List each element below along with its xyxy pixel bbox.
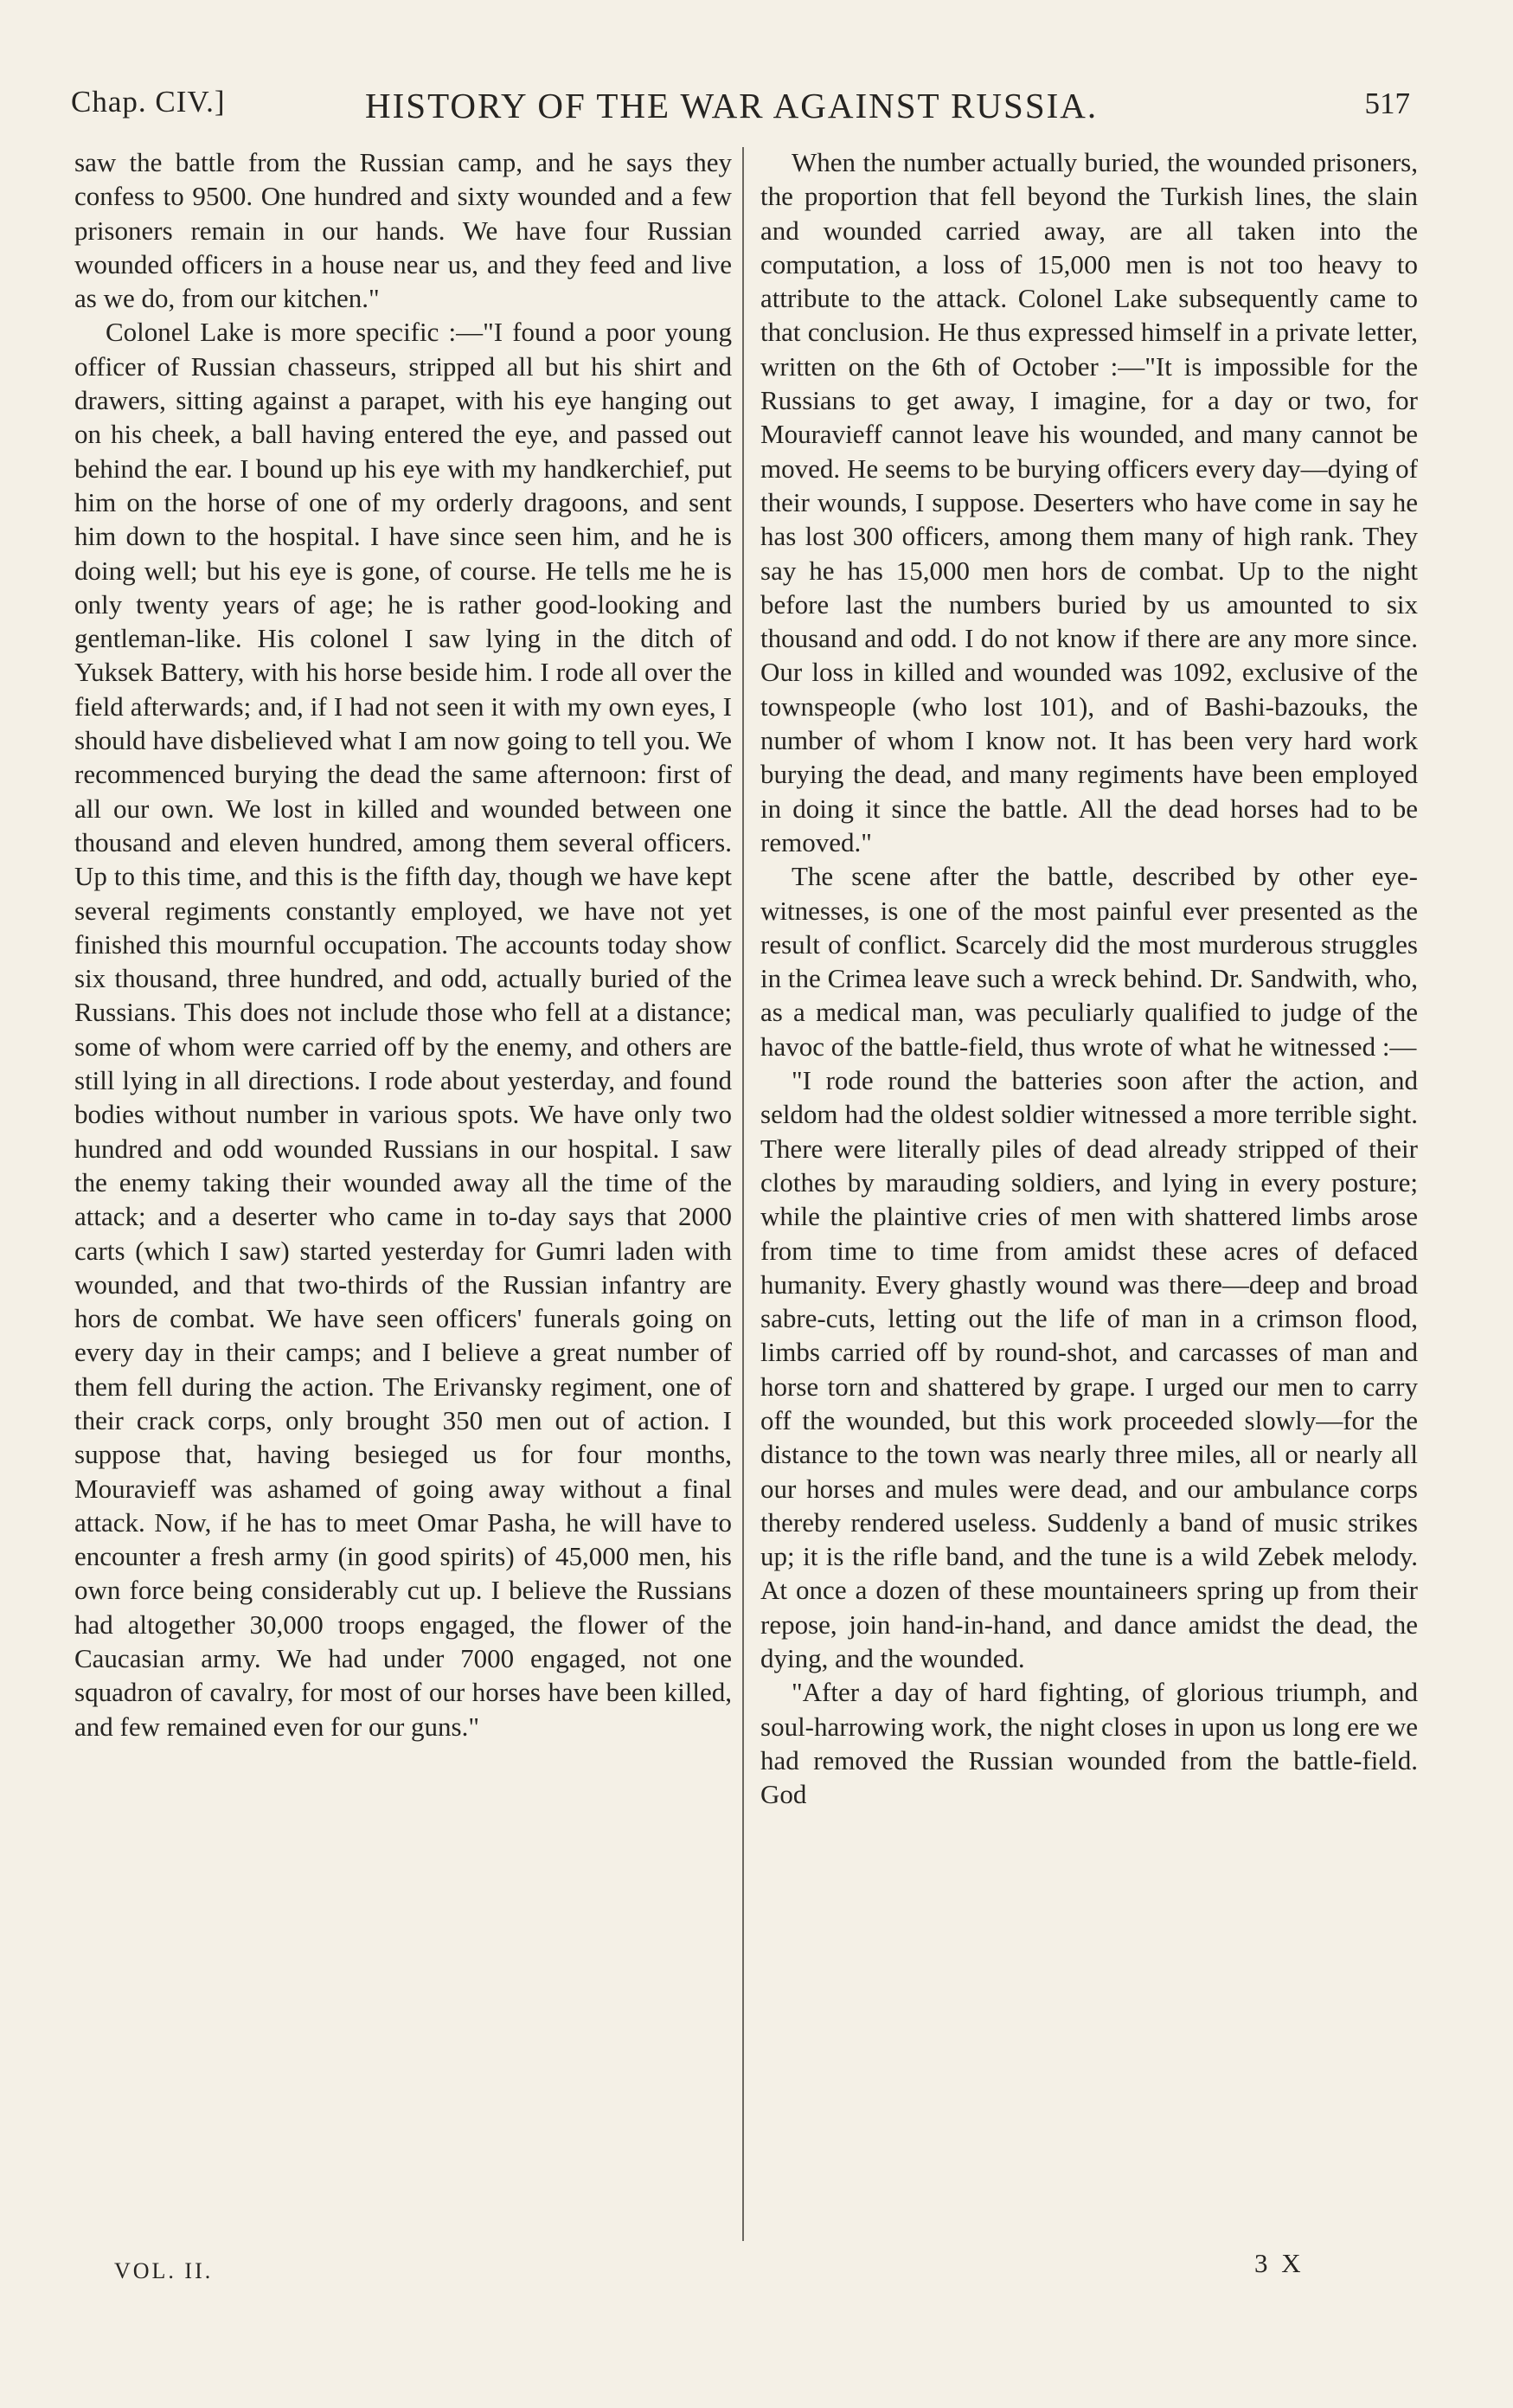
right-column — [760, 145, 1418, 1812]
left-column — [74, 145, 732, 1743]
paragraph: "I rode round the batteries soon after the action, and seldom had the oldest soldier witnessed a more terrible sight. There were literally piles of dead already stripped of their clothes by marauding soldiers, and lying in every posture; while the plaintive cries of men with shattered limbs arose from time to time from amidst these acres of defaced humanity. Every ghastly wound was there—deep and broad sabre-cuts, letting out the life of man in a crimson flood, limbs carried off by round-shot, and carcasses of man and horse torn and shattered by grape. I urged our men to carry off the wounded, but this work proceeded slowly—for the distance to the town was nearly three miles, all or nearly all our horses and mules were dead, and our ambulance corps thereby rendered useless. Suddenly a band of music strikes up; it is the rifle band, and the tune is a wild Zebek melody. At once a dozen of these mountaineers spring up from their repose, join hand-in-hand, and dance amidst the dead, the dying, and the wounded. — [760, 1065, 1418, 1674]
paragraph: saw the battle from the Russian camp, and he says they confess to 9500. One hundred and sixty wounded and a few prisoners remain in our hands. We have four Russian wounded officers in a house near us, and they feed and live as we do, from our kitchen." — [74, 147, 732, 314]
paragraph: "After a day of hard fighting, of glorious triumph, and soul-harrowing work, the night closes in upon us long ere we had removed the Russian wounded from the battle-field. God — [760, 1677, 1418, 1810]
running-title: HISTORY OF THE WAR AGAINST RUSSIA. — [365, 86, 1099, 125]
page-header — [71, 80, 1410, 132]
paragraph: Colonel Lake is more specific :—"I found a poor young officer of Russian chasseurs, stripped all but his shirt and drawers, sitting against a parapet, with his eye hanging out on his cheek, a ball having entered the eye, and passed out behind the ear. I bound up his eye with my handkerchief, put him on the horse of one of my orderly dragoons, and sent him down to the hospital. I have since seen him, and he is doing well; but his eye is gone, of course. He tells me he is only twenty years of age; he is rather good-looking and gentleman-like. His colonel I saw lying in the ditch of Yuksek Battery, with his horse beside him. I rode all over the field afterwards; and, if I had not seen it with my own eyes, I should have disbelieved what I am now going to tell you. We recommenced burying the dead the same afternoon: first of all our own. We lost in killed and wounded between one thousand and eleven hundred, among them several officers. Up to this time, and this is the fifth day, though we have kept several regiments constantly employed, we have not yet finished this mournful occupation. The accounts today show six thousand, three hundred, and odd, actually buried of the Russians. This does not include those who fell at a distance; some of whom were carried off by the enemy, and others are still lying in all directions. I rode about yesterday, and found bodies without number in various spots. We have only two hundred and odd wounded Russians in our hospital. I saw the enemy taking their wounded away all the time of the attack; and a deserter who came in to-day says that 2000 carts (which I saw) started yesterday for Gumri laden with wounded, and that two-thirds of the Russian infantry are hors de combat. We have seen officers' funerals going on every day in their camps; and I believe a great number of them fell during the action. The Erivansky regiment, one of their crack corps, only brought 350 men out of action. I suppose that, having besieged us for four months, Mouravieff was ashamed of going away without a final attack. Now, if he has to meet Omar Pasha, he will have to encounter a fresh army (in good spirits) of 45,000 men, his own force being considerably cut up. I believe the Russians had altogether 30,000 troops engaged, the flower of the Caucasian army. We had under 7000 engaged, not one squadron of cavalry, for most of our horses have been killed, and few remained even for our guns." — [74, 317, 732, 1742]
chapter-label: Chap. CIV.] — [71, 85, 226, 119]
column-divider — [742, 147, 744, 2241]
signature-mark: 3 X — [1254, 2248, 1305, 2278]
page-number: 517 — [1364, 87, 1410, 120]
paragraph: When the number actually buried, the wounded prisoners, the proportion that fell beyond the Turkish lines, the slain and wounded carried away, are all taken into the computation, a loss of 15,000 men is not too heavy to attribute to the attack. Colonel Lake subsequently came to that conclusion. He thus expressed himself in a private letter, written on the 6th of October :—"It is impossible for the Russians to get away, I imagine, for a day or two, for Mouravieff cannot leave his wounded, and many cannot be moved. He seems to be burying officers every day—dying of their wounds, I suppose. Deserters who have come in say he has lost 300 officers, among them many of high rank. They say he has 15,000 men hors de combat. Up to the night before last the numbers buried by us amounted to six thousand and odd. I do not know if there are any more since. Our loss in killed and wounded was 1092, exclusive of the townspeople (who lost 101), and of Bashi-bazouks, the number of whom I know not. It has been very hard work burying the dead, and many regiments have been employed in doing it since the battle. All the dead horses had to be removed." — [760, 147, 1418, 857]
volume-marker: VOL. II. — [114, 2258, 214, 2283]
paragraph: The scene after the battle, described by other eye-witnesses, is one of the most painful ever presented as the result of conflict. Scarcely did the most murderous struggles in the Crimea leave such a wreck behind. Dr. Sandwith, who, as a medical man, was peculiarly qualified to judge of the havoc of the battle-field, thus wrote of what he witnessed :— — [760, 861, 1418, 1062]
